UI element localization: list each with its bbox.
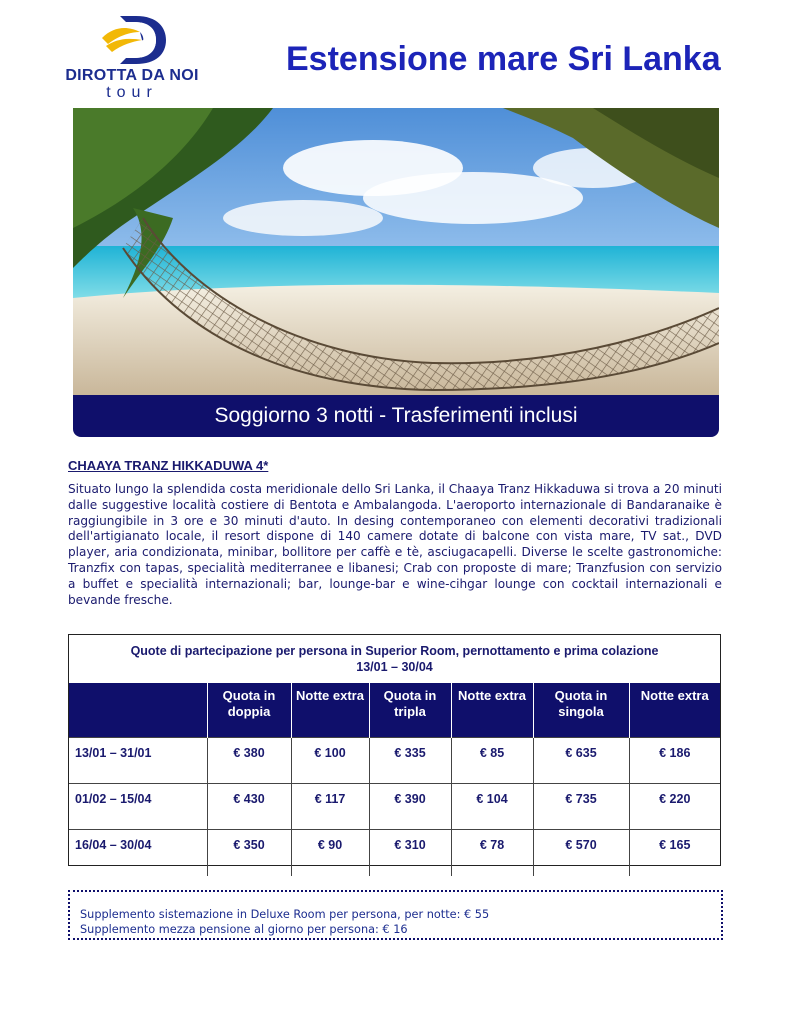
page-title: Estensione mare Sri Lanka [286, 40, 721, 78]
table-cell: € 390 [369, 784, 451, 830]
table-cell: € 350 [207, 830, 291, 876]
table-header-row [69, 683, 720, 738]
supplements-box [68, 890, 723, 940]
table-cell: € 570 [533, 830, 629, 876]
hotel-name: CHAAYA TRANZ HIKKADUWA 4* [68, 458, 269, 473]
table-row [69, 738, 720, 784]
table-row [69, 830, 720, 876]
logo-subtitle: tour [106, 84, 158, 101]
price-table [69, 683, 720, 876]
table-cell: € 635 [533, 738, 629, 784]
logo-d-icon [100, 12, 168, 67]
table-cell: € 220 [629, 784, 720, 830]
company-logo [62, 12, 202, 102]
hotel-description: Situato lungo la splendida costa meridionale dello Sri Lanka, il Chaaya Tranz Hikkaduwa si trova a 20 minuti dalle suggestive località costiere di Bentota e Ambalangoda. L'aeroporto internazionale di Bandaranaike è raggiungibile in 3 ore e 30 minuti d'auto. In desing contemporaneo con elementi decorativi tradizionali dell'artigianato locale, il resort dispone di 140 camere dotate di balcone con vista mare, TV sat., DVD player, aria condizionata, minibar, bollitore per caffè e tè, asciugacapelli. Diverse le scelte gastronomiche: Tranzfix con tapas, specialità mediterranee e libanesi; Crab con proposte di mare; Tranzfusion con servizio a buffet e specialità internazionali; bar, lounge-bar e wine-cihgar lounge con cocktail internazionali e bevande fresche. [68, 482, 722, 607]
table-cell: € 165 [629, 830, 720, 876]
table-header: Notte extra [451, 683, 533, 738]
table-cell: 16/04 – 30/04 [69, 830, 207, 876]
table-cell: € 104 [451, 784, 533, 830]
logo-name: DIROTTA DA NOI [65, 67, 199, 84]
supplement-deluxe: Supplemento sistemazione in Deluxe Room per persona, per notte: € 55 [80, 908, 490, 921]
table-cell: € 186 [629, 738, 720, 784]
table-header: Notte extra [629, 683, 720, 738]
table-cell: € 310 [369, 830, 451, 876]
table-cell: € 430 [207, 784, 291, 830]
table-cell: € 85 [451, 738, 533, 784]
price-caption-line1: Quote di partecipazione per persona in Superior Room, pernottamento e prima colazione [130, 644, 659, 658]
table-cell: € 117 [291, 784, 369, 830]
stay-banner [73, 395, 719, 437]
table-cell: € 78 [451, 830, 533, 876]
beach-hammock-photo [73, 108, 719, 395]
table-header: Quota in singola [533, 683, 629, 738]
price-caption [69, 635, 720, 683]
table-header: Quota in doppia [207, 683, 291, 738]
table-cell: € 335 [369, 738, 451, 784]
table-header: Notte extra [291, 683, 369, 738]
supplement-half-board: Supplemento mezza pensione al giorno per persona: € 16 [80, 923, 408, 936]
banner-text: Soggiorno 3 notti - Trasferimenti inclusi [214, 404, 578, 427]
table-cell: 13/01 – 31/01 [69, 738, 207, 784]
table-header: Quota in tripla [369, 683, 451, 738]
table-cell: € 735 [533, 784, 629, 830]
table-cell: 01/02 – 15/04 [69, 784, 207, 830]
table-cell: € 90 [291, 830, 369, 876]
table-cell: € 100 [291, 738, 369, 784]
price-caption-period: 13/01 – 30/04 [356, 660, 433, 674]
price-table-box [68, 634, 721, 866]
table-row [69, 784, 720, 830]
table-header [69, 683, 207, 738]
table-cell: € 380 [207, 738, 291, 784]
